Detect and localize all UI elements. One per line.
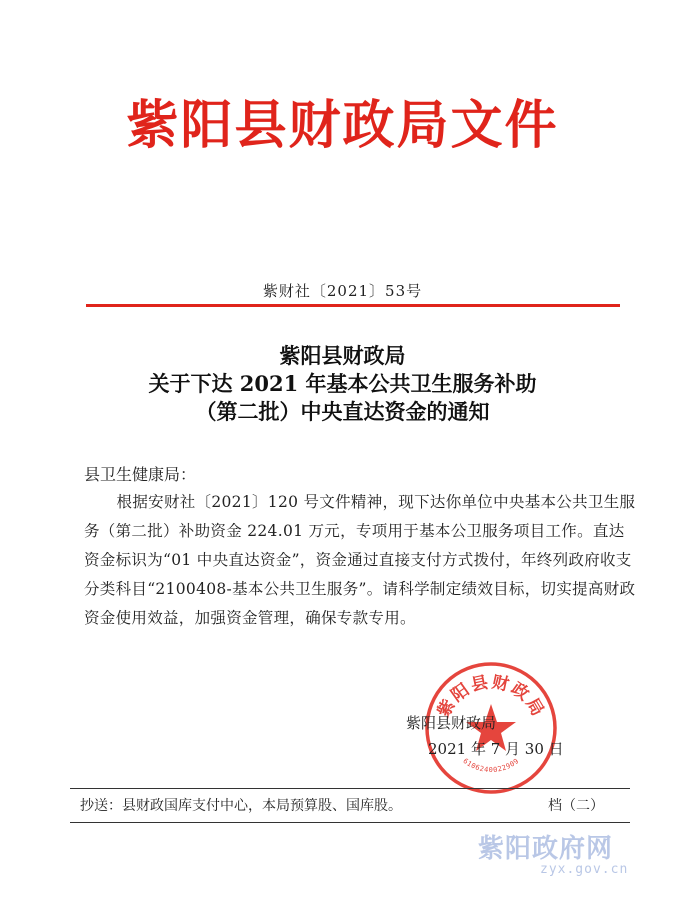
- addressee: 县卫生健康局：: [84, 465, 197, 484]
- document-number: 紫财社〔2021〕53号: [262, 282, 423, 300]
- body-paragraph: 根据安财社〔2021〕120 号文件精神，现下达你单位中央基本公共卫生服务（第二批）补助资金 224.01 万元，专项用于基本公卫服务项目工作。直达资金标识为“01 中央直达资金”，资金通过直接支付方式拨付，年终列政府收支分类科目“2100408-基本公共卫生服务”。请科学制定绩效目标，切实提高财政资金使用效益，加强资金管理，确保专款专用。: [84, 493, 636, 627]
- document-title: [0, 342, 685, 426]
- footer-divider-bottom: [70, 822, 630, 823]
- watermark-url: zyx.gov.cn: [540, 862, 629, 877]
- archive-label: 档（二）: [548, 798, 604, 814]
- footer-divider-top: [70, 788, 630, 789]
- svg-text:6106240022909: [461, 757, 520, 774]
- cc-line: 抄送：县财政国库支付中心，本局预算股、国库股。: [80, 798, 402, 814]
- red-divider: [86, 304, 620, 307]
- seal-number: 6106240022909: [461, 756, 521, 775]
- body-text: [84, 488, 640, 633]
- title-line-2: 关于下达 2021 年基本公共卫生服务补助: [148, 371, 537, 396]
- header-title: 紫阳县财政局文件: [126, 95, 559, 156]
- watermark-name: 紫阳政府网: [478, 834, 614, 864]
- title-line-3: （第二批）中央直达资金的通知: [195, 399, 490, 424]
- seal-text: 紫阳县财政局: [433, 672, 549, 722]
- title-line-1: 紫阳县财政局: [279, 343, 406, 368]
- signature-org: 紫阳县财政局: [406, 714, 497, 732]
- signature-date: 2021 年 7 月 30 日: [428, 740, 564, 758]
